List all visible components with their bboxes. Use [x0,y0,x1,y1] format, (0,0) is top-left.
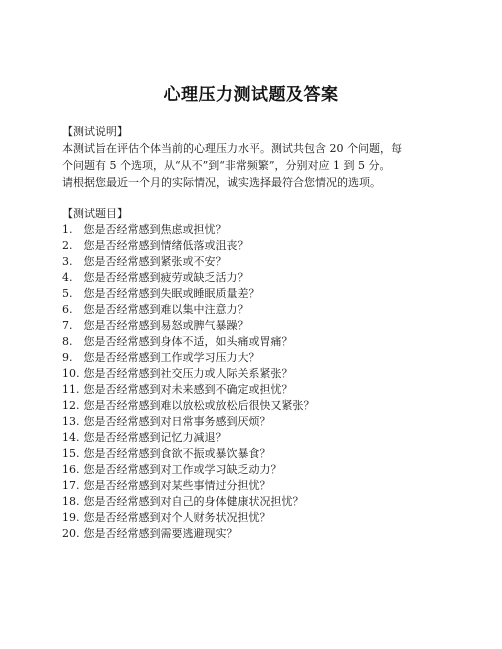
question-item [62,286,452,302]
question-item [62,302,452,318]
question-item [62,254,452,270]
question-item [62,494,452,510]
question-number: 3. [62,255,73,268]
question-text: 您是否经常感到难以放松或放松后很快又紧张？ [83,399,315,412]
question-number: 20. [62,527,80,540]
question-number: 6. [62,303,73,316]
question-list [62,222,452,542]
question-text: 您是否经常感到对某些事情过分担忧？ [83,479,271,492]
question-number: 1. [62,223,73,236]
question-text: 您是否经常感到对个人财务状况担忧？ [83,511,271,524]
question-item [62,222,452,238]
question-item [62,238,452,254]
question-number: 5. [62,287,73,300]
question-item [62,478,452,494]
question-text: 您是否经常感到对未来感到不确定或担忧？ [83,383,293,396]
question-text: 您是否经常感到对工作或学习缺乏动力？ [83,463,282,476]
question-number: 17. [62,479,80,492]
question-item [62,270,452,286]
question-item [62,318,452,334]
question-item [62,526,452,542]
question-number: 19. [62,511,80,524]
question-number: 10. [62,367,80,380]
question-item [62,510,452,526]
question-item [62,414,452,430]
question-number: 14. [62,431,80,444]
question-item [62,446,452,462]
question-text: 您是否经常感到身体不适，如头痛或胃痛？ [83,335,293,348]
question-text: 您是否经常感到情绪低落或沮丧？ [83,239,249,252]
questions-heading: 【测试题目】 [62,207,128,220]
intro-line: 请根据您最近一个月的实际情况，诚实选择最符合您情况的选项。 [62,176,381,189]
question-number: 11. [62,383,80,396]
question-number: 7. [62,319,73,332]
question-item [62,334,452,350]
question-text: 您是否经常感到疲劳或缺乏活力？ [83,271,249,284]
question-item [62,462,452,478]
question-text: 您是否经常感到需要逃避现实？ [83,527,238,540]
question-text: 您是否经常感到对日常事务感到厌烦？ [83,415,271,428]
intro-line: 本测试旨在评估个体当前的心理压力水平。测试共包含 20 个问题，每 [62,142,402,155]
question-text: 您是否经常感到紧张或不安？ [83,255,227,268]
question-item [62,366,452,382]
question-number: 2. [62,239,73,252]
question-item [62,382,452,398]
question-text: 您是否经常感到记忆力减退？ [83,431,227,444]
question-text: 您是否经常感到焦虑或担忧？ [83,223,227,236]
question-text: 您是否经常感到食欲不振或暴饮暴食？ [83,447,271,460]
intro-line: 个问题有 5 个选项，从“从不”到“非常频繁”，分别对应 1 到 5 分。 [62,159,391,172]
question-text: 您是否经常感到易怒或脾气暴躁？ [83,319,249,332]
question-number: 18. [62,495,80,508]
question-text: 您是否经常感到社交压力或人际关系紧张？ [83,367,293,380]
question-number: 12. [62,399,80,412]
question-number: 13. [62,415,80,428]
question-item [62,350,452,366]
document-title: 心理压力测试题及答案 [163,85,339,105]
intro-heading: 【测试说明】 [62,125,128,138]
question-number: 15. [62,447,80,460]
question-item [62,430,452,446]
question-text: 您是否经常感到失眠或睡眠质量差？ [83,287,260,300]
question-text: 您是否经常感到对自己的身体健康状况担忧？ [83,495,304,508]
question-text: 您是否经常感到难以集中注意力？ [83,303,249,316]
question-number: 16. [62,463,80,476]
question-number: 8. [62,335,73,348]
question-item [62,398,452,414]
intro-section [62,123,452,191]
question-number: 9. [62,351,73,364]
question-number: 4. [62,271,73,284]
questions-section [62,205,452,542]
question-text: 您是否经常感到工作或学习压力大？ [83,351,260,364]
